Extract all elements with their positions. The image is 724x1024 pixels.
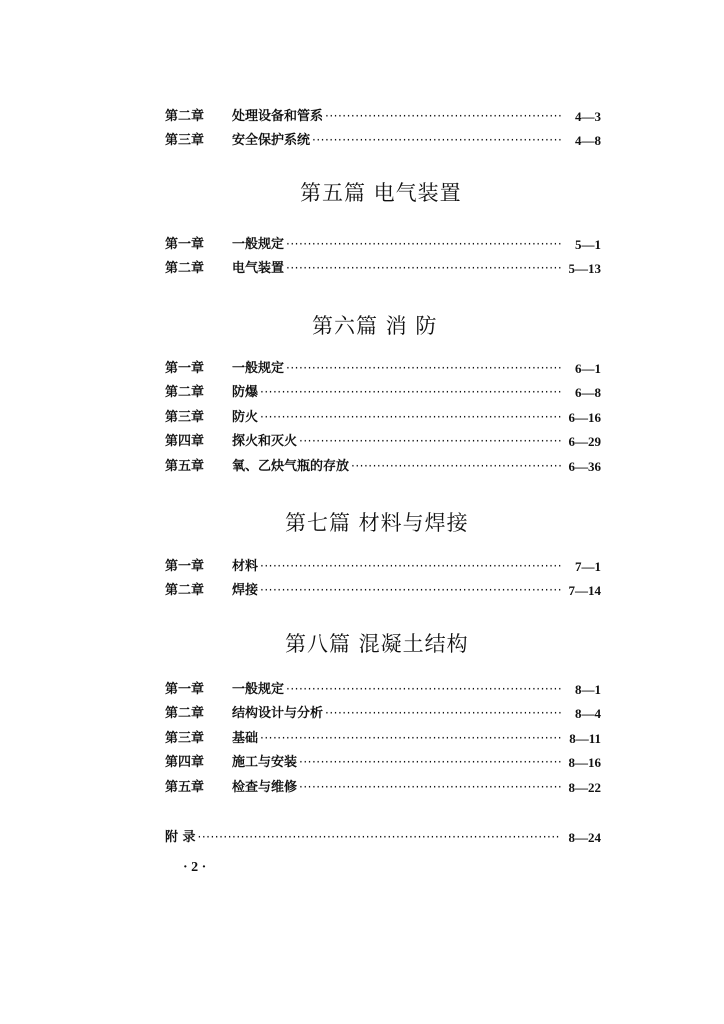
chapter-number: 第一章 <box>165 360 205 376</box>
dot-leader <box>260 732 561 745</box>
dot-leader <box>325 707 561 720</box>
chapter-title: 焊接 <box>232 583 259 598</box>
dot-leader <box>260 386 561 399</box>
dot-leader <box>286 362 561 375</box>
chapter-title: 材料 <box>232 558 259 574</box>
chapter-title: 防爆 <box>232 385 259 400</box>
page-number: 6—29 <box>568 434 601 449</box>
page-number: 7—14 <box>568 583 601 598</box>
page-number: 8—1 <box>575 681 601 697</box>
chapter-number: 第五章 <box>165 779 205 795</box>
chapter-number: 第三章 <box>165 409 205 425</box>
chapter-number: 第一章 <box>165 236 205 252</box>
toc-block-part8 <box>165 671 601 794</box>
page-footer-number: · 2 · <box>183 860 207 875</box>
toc-block-part5 <box>165 226 601 275</box>
page-number: 6—1 <box>575 360 601 376</box>
appendix-title: 附 录 <box>165 829 196 845</box>
chapter-title: 防火 <box>232 409 259 425</box>
chapter-title: 一般规定 <box>232 360 285 376</box>
toc-entry[interactable] <box>165 745 601 770</box>
chapter-title: 检查与维修 <box>232 779 298 795</box>
chapter-number: 第一章 <box>165 558 205 574</box>
part-title: 第七篇 材料与焊接 <box>285 511 469 535</box>
page-number: 4—3 <box>575 108 601 124</box>
toc-entry[interactable] <box>165 671 601 696</box>
toc-block-appendix <box>165 819 601 844</box>
chapter-number: 第三章 <box>165 730 205 746</box>
chapter-title: 处理设备和管系 <box>232 108 324 124</box>
chapter-number: 第二章 <box>165 583 205 598</box>
part-title: 第五篇 电气装置 <box>300 181 462 205</box>
dot-leader <box>286 683 561 696</box>
chapter-title: 基础 <box>232 730 259 746</box>
dot-leader <box>260 560 561 573</box>
dot-leader <box>351 460 561 473</box>
toc-entry[interactable] <box>165 375 601 400</box>
toc-entry[interactable] <box>165 251 601 276</box>
toc-entry[interactable] <box>165 226 601 251</box>
dot-leader <box>299 781 561 794</box>
chapter-title: 施工与安装 <box>232 755 298 770</box>
page-number: 7—1 <box>575 558 601 574</box>
toc-entry[interactable] <box>165 720 601 745</box>
page-number: 6—36 <box>568 458 601 474</box>
dot-leader <box>325 110 561 123</box>
dot-leader <box>260 584 561 597</box>
toc-entry[interactable] <box>165 573 601 598</box>
dot-leader <box>286 262 561 275</box>
page-number: 6—8 <box>575 385 601 400</box>
toc-entry[interactable] <box>165 448 601 473</box>
page-number: 8—16 <box>568 755 601 770</box>
dot-leader <box>312 134 561 147</box>
page-number: 8—11 <box>569 730 601 746</box>
chapter-number: 第二章 <box>165 261 205 276</box>
toc-entry[interactable] <box>165 350 601 375</box>
chapter-number: 第四章 <box>165 755 205 770</box>
page-number: 5—1 <box>575 236 601 252</box>
page-number: 4—8 <box>575 133 601 148</box>
page-number: 8—24 <box>568 829 601 845</box>
toc-entry[interactable] <box>165 98 601 123</box>
toc-entry[interactable] <box>165 696 601 721</box>
toc-entry[interactable] <box>165 769 601 794</box>
dot-leader <box>198 831 561 844</box>
part-title: 第六篇 消 防 <box>312 314 438 338</box>
chapter-title: 电气装置 <box>232 261 285 276</box>
chapter-number: 第五章 <box>165 458 205 474</box>
toc-entry[interactable] <box>165 424 601 449</box>
page-number: 5—13 <box>568 261 601 276</box>
chapter-number: 第二章 <box>165 108 205 124</box>
chapter-title: 探火和灭火 <box>232 434 298 449</box>
chapter-number: 第三章 <box>165 133 205 148</box>
page-number: 6—16 <box>568 409 601 425</box>
chapter-number: 第二章 <box>165 385 205 400</box>
chapter-number: 第四章 <box>165 434 205 449</box>
toc-entry-appendix[interactable] <box>165 819 601 844</box>
chapter-title: 一般规定 <box>232 681 285 697</box>
toc-block-part4-continued <box>165 98 601 147</box>
chapter-number: 第二章 <box>165 706 205 721</box>
dot-leader <box>286 238 561 251</box>
part-title: 第八篇 混凝土结构 <box>285 632 469 656</box>
toc-entry[interactable] <box>165 399 601 424</box>
chapter-number: 第一章 <box>165 681 205 697</box>
dot-leader <box>260 411 561 424</box>
chapter-title: 安全保护系统 <box>232 133 311 148</box>
page-number: 8—4 <box>575 706 601 721</box>
dot-leader <box>299 435 561 448</box>
chapter-title: 结构设计与分析 <box>232 706 324 721</box>
toc-block-part6 <box>165 350 601 473</box>
chapter-title: 氧、乙炔气瓶的存放 <box>232 458 350 474</box>
chapter-title: 一般规定 <box>232 236 285 252</box>
toc-entry[interactable] <box>165 123 601 148</box>
page-number: 8—22 <box>568 779 601 795</box>
toc-block-part7 <box>165 548 601 597</box>
toc-entry[interactable] <box>165 548 601 573</box>
dot-leader <box>299 756 561 769</box>
